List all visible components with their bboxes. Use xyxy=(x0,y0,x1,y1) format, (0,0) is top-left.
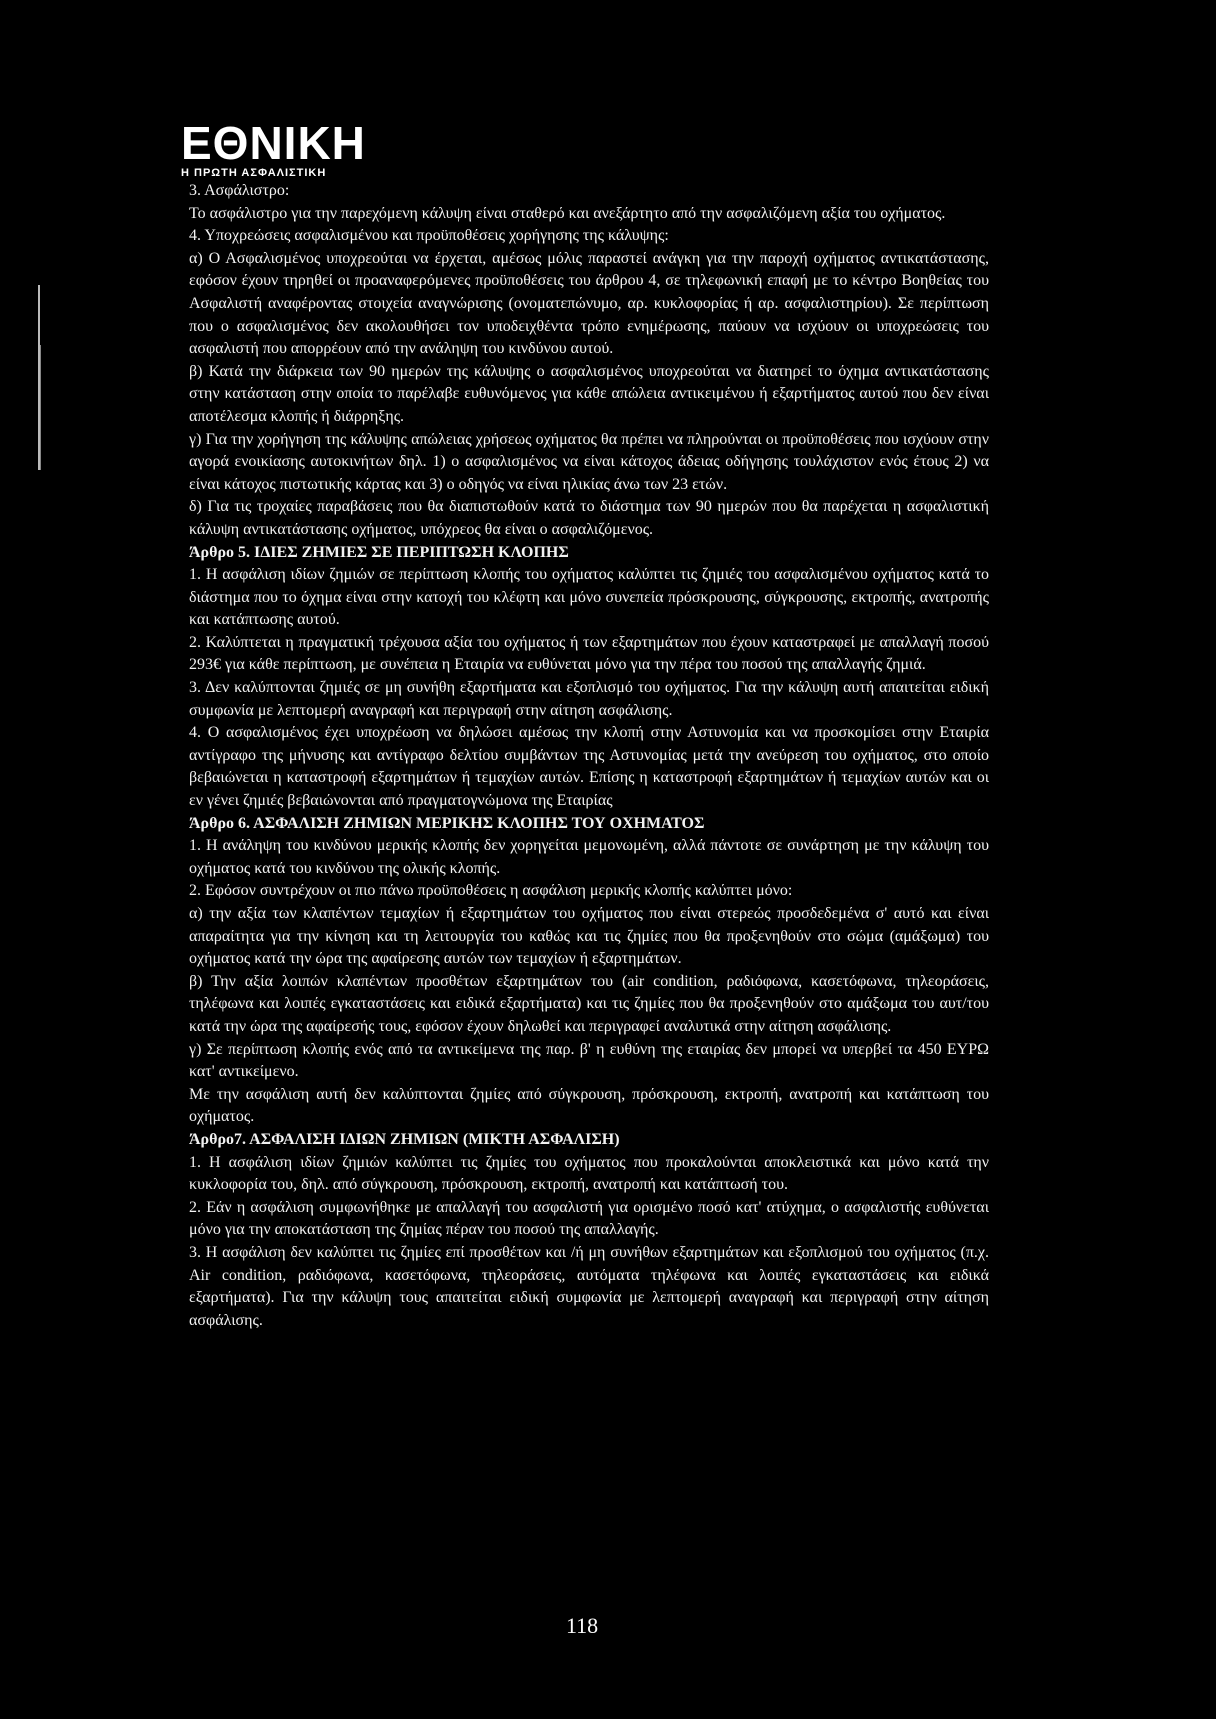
paragraph: 1. Η ανάληψη του κινδύνου μερικής κλοπής δεν χορηγείται μεμονωμένη, αλλά πάντοτε σε συνάρτηση με την κάλυψη του οχήματος κατά του κινδύνου της ολικής κλοπής. xyxy=(189,837,989,877)
paragraph: 2. Εάν η ασφάλιση συμφωνήθηκε με απαλλαγή του ασφαλιστή για ορισμένο ποσό κατ' ατύχημα, ο ασφαλιστής ευθύνεται μόνο για την αποκατάσταση της ζημίας πέραν του ποσού της απαλλαγής. xyxy=(189,1198,989,1239)
paragraph: 2. Εφόσον συντρέχουν οι πιο πάνω προϋποθέσεις η ασφάλιση μερικής κλοπής καλύπτει μόνο: xyxy=(189,882,793,900)
paragraph: Το ασφάλιστρο για την παρεχόμενη κάλυψη είναι σταθερό και ανεξάρτητο από την ασφαλιζόμενη αξία του οχήματος. xyxy=(189,204,946,222)
page-number: 118 xyxy=(566,1613,599,1638)
paragraph: 3. Ασφάλιστρο: xyxy=(189,182,290,199)
paragraph: γ) Σε περίπτωση κλοπής ενός από τα αντικείμενα της παρ. β' η ευθύνη της εταιρίας δεν μπορεί να υπερβεί τα 450 ΕΥΡΩ κατ' αντικείμενο. xyxy=(189,1040,989,1081)
paragraph: β) Την αξία λοιπών κλαπέντων προσθέτων εξαρτημάτων του (air condition, ραδιόφωνα, κασετόφωνα, τηλεοράσεις, τηλέφωνα και λοιπές εγκαταστάσεις και ειδικά εξαρτήματα) και τις ζημίες που θα προξενηθούν στο αμάξωμα του αυτ/του κατά την ώρα της αφαίρεσής τους, εφόσον έχουν δηλωθεί και περιγραφεί αναλυτικά στην αίτηση ασφάλισης. xyxy=(189,972,989,1035)
paragraph: 1. Η ασφάλιση ιδίων ζημιών καλύπτει τις ζημίες του οχήματος που προκαλούνται αποκλειστικά και μόνο κατά την κυκλοφορία του, δηλ. από σύγκρουση, πρόσκρουση, εκτροπή, ανατροπή και κατάπτωσή του. xyxy=(189,1153,989,1194)
paragraph: β) Κατά την διάρκεια των 90 ημερών της κάλυψης ο ασφαλισμένος υποχρεούται να διατηρεί το όχημα αντικατάστασης στην κατάσταση στην οποία το παρέλαβε ευθυνόμενος για κάθε απώλεια αντικειμένου ή εξαρτήματος αυτού που δεν είναι αποτέλεσμα κλοπής ή διάρρηξης. xyxy=(189,362,989,425)
paragraph: δ) Για τις τροχαίες παραβάσεις που θα διαπιστωθούν κατά το διάστημα των 90 ημερών που θα παρέχεται η ασφαλιστική κάλυψη αντικατάστασης οχήματος, υπόχρεος θα είναι ο ασφαλιζόμενος. xyxy=(189,498,989,538)
paragraph: 3. Δεν καλύπτονται ζημιές σε μη συνήθη εξαρτήματα και εξοπλισμό του οχήματος. Για την κάλυψη αυτή απαιτείται ειδική συμφωνία με λεπτομερή αναγραφή και περιγραφή στην αίτηση ασφάλισης. xyxy=(189,679,989,719)
company-logo xyxy=(181,117,381,179)
document-body xyxy=(189,180,989,1332)
paragraph: α) Ο Ασφαλισμένος υποχρεούται να έρχεται, αμέσως μόλις παραστεί ανάγκη για την παροχή οχήματος αντικατάστασης, εφόσον έχουν τηρηθεί οι προαναφερόμενες προϋποθέσεις του άρθρου 4, σε τηλεφωνική επαφή με το κέντρο Βοηθείας του Ασφαλιστή αναφέροντας στοιχεία αναγνώρισης (ονοματεπώνυμο, αρ. κυκλοφορίας ή αρ. ασφαλιστηρίου). Σε περίπτωση που ο ασφαλισμένος δεν ακολουθήσει τον υποδειχθέντα τρόπο ενημέρωσης, παύουν να ισχύουν οι υποχρεώσεις του ασφαλιστή που απορρέουν από την ανάληψη του κινδύνου αυτού. xyxy=(189,249,989,358)
article-heading: Άρθρο 6. ΑΣΦΑΛΙΣΗ ΖΗΜΙΩΝ ΜΕΡΙΚΗΣ ΚΛΟΠΗΣ ΤΟΥ ΟΧΗΜΑΤΟΣ xyxy=(189,814,705,832)
logo-subtitle: Η ΠΡΩΤΗ ΑΣΦΑΛΙΣΤΙΚΗ xyxy=(181,167,327,179)
paragraph: 3. Η ασφάλιση δεν καλύπτει τις ζημίες επί προσθέτων και /ή μη συνήθων εξαρτημάτων και εξοπλισμού του οχήματος (π.χ. Air condition, ραδιόφωνα, κασετόφωνα, τηλεοράσεις, αυτόματα τηλέφωνα και λοιπές εγκαταστάσεις και ειδικά εξαρτήματα). Για την κάλυψη τους απαιτείται ειδική συμφωνία με λεπτομερή αναγραφή και περιγραφή στην αίτηση ασφάλισης. xyxy=(189,1243,989,1329)
margin-scan-line-2 xyxy=(40,345,41,470)
article-heading: Άρθρο7. ΑΣΦΑΛΙΣΗ ΙΔΙΩΝ ΖΗΜΙΩΝ (ΜΙΚΤΗ ΑΣΦΑΛΙΣΗ) xyxy=(189,1130,620,1148)
article-heading: Άρθρο 5. ΙΔΙΕΣ ΖΗΜΙΕΣ ΣΕ ΠΕΡΙΠΤΩΣΗ ΚΛΟΠΗΣ xyxy=(189,543,569,561)
paragraph: 2. Καλύπτεται η πραγματική τρέχουσα αξία του οχήματος ή των εξαρτημάτων που έχουν καταστραφεί με απαλλαγή ποσού 293€ για κάθε περίπτωση, με συνέπεια η Εταιρία να ευθύνεται μόνο για την πέρα του ποσού της απαλλαγής ζημιά. xyxy=(189,633,989,674)
paragraph: γ) Για την χορήγηση της κάλυψης απώλειας χρήσεως οχήματος θα πρέπει να πληρούνται οι προϋποθέσεις που ισχύουν στην αγορά ενοικίασης αυτοκινήτων δηλ. 1) ο ασφαλισμένος να είναι κάτοχος άδειας οδήγησης τουλάχιστον ενός έτους 2) να είναι κάτοχος πιστωτικής κάρτας και 3) ο οδηγός να είναι ηλικίας άνω των 23 ετών. xyxy=(189,430,989,493)
paragraph: 4. Ο ασφαλισμένος έχει υποχρέωση να δηλώσει αμέσως την κλοπή στην Αστυνομία και να προσκομίσει στην Εταιρία αντίγραφο της μήνυσης και αντίγραφο δελτίου συμβάντων της Αστυνομίας μετά την ανεύρεση του οχήματος, στο οποίο βεβαιώνεται η καταστροφή εξαρτημάτων ή τεμαχίων αυτών. Επίσης η καταστροφή εξαρτημάτων ή τεμαχίων αυτών και οι εν γένει ζημιές βεβαιώνονται από πραγματογνώμονα της Εταιρίας xyxy=(189,724,989,810)
paragraph: 4. Υποχρεώσεις ασφαλισμένου και προϋποθέσεις χορήγησης της κάλυψης: xyxy=(189,227,669,245)
paragraph: α) την αξία των κλαπέντων τεμαχίων ή εξαρτημάτων του οχήματος που είναι στερεώς προσδεδεμένα σ' αυτό και είναι απαραίτητα για την κίνηση και τη λειτουργία του καθώς και τις ζημίες που θα προξενηθούν στο σώμα (αμάξωμα) του οχήματος κατά την ώρα της αφαίρεσης αυτών των τεμαχίων ή εξαρτημάτων. xyxy=(189,905,989,968)
paragraph: Με την ασφάλιση αυτή δεν καλύπτονται ζημίες από σύγκρουση, πρόσκρουση, εκτροπή, ανατροπή και κατάπτωση του οχήματος. xyxy=(189,1085,989,1126)
paragraph: 1. Η ασφάλιση ιδίων ζημιών σε περίπτωση κλοπής του οχήματος καλύπτει τις ζημιές του ασφαλισμένου οχήματος κατά το διάστημα που το όχημα είναι στην κατοχή του κλέφτη και μόνο συνεπεία πρόσκρουσης, σύγκρουσης, εκτροπής, ανατροπής και κατάπτωσης αυτού. xyxy=(189,566,989,629)
logo-title: ΕΘΝΙΚΗ xyxy=(181,117,366,169)
